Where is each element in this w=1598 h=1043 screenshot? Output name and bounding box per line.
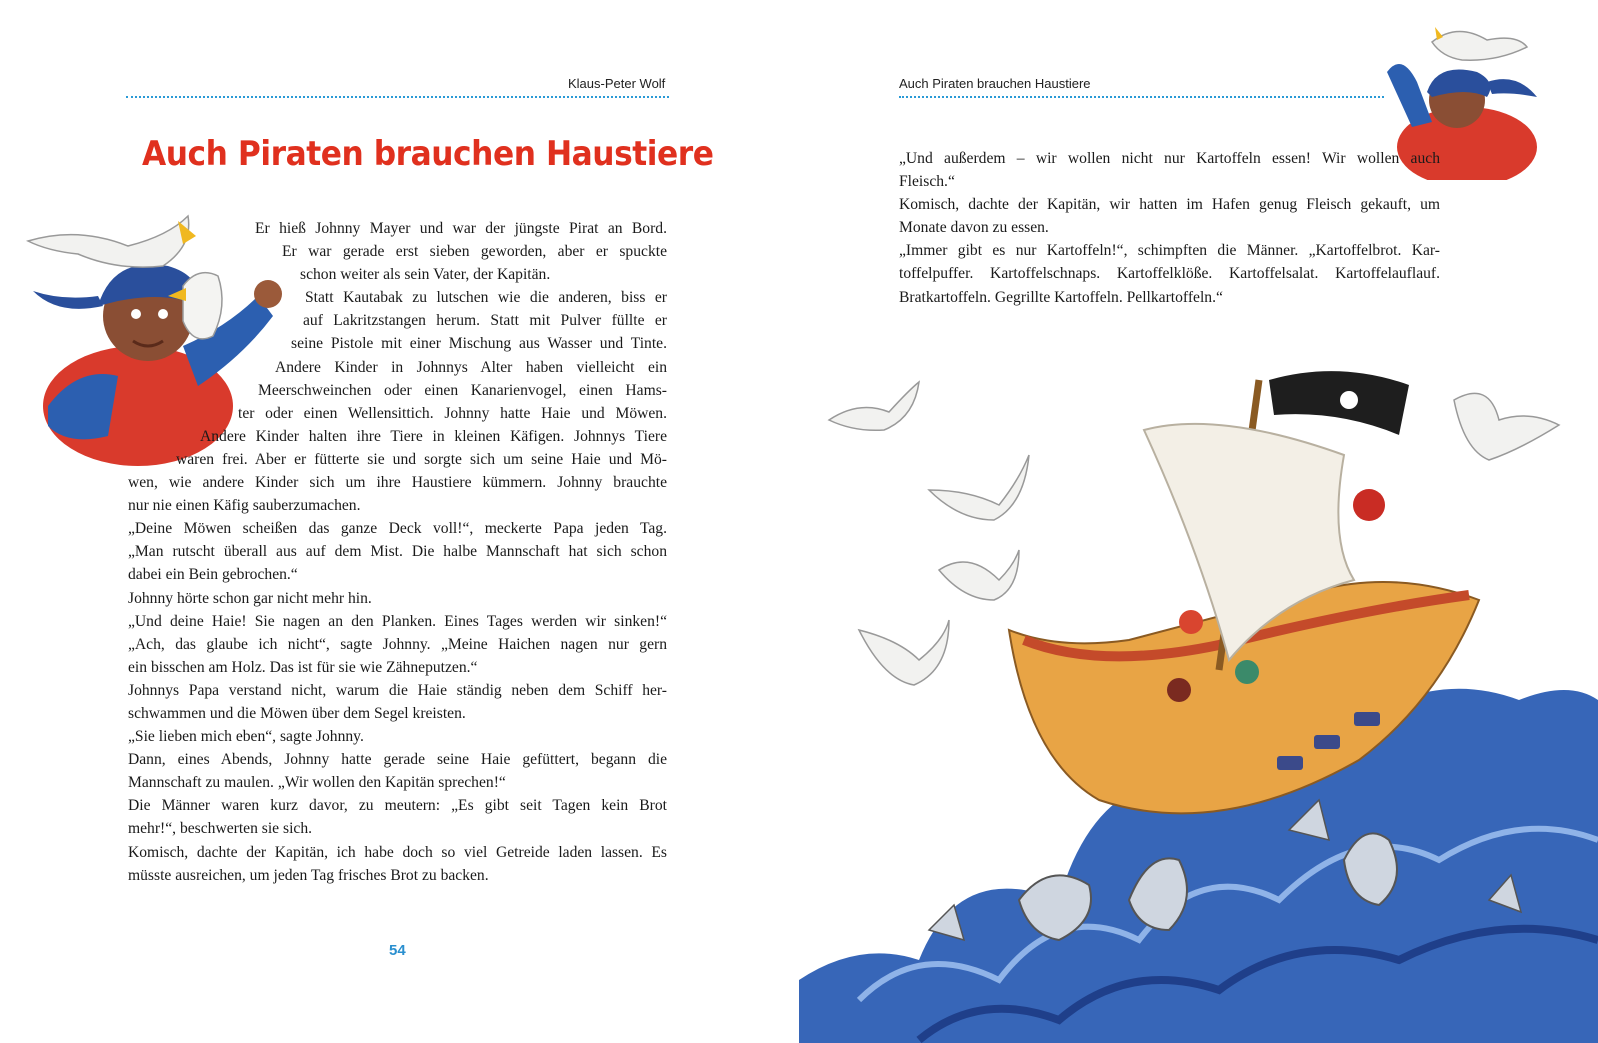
- pirate-arm: [1387, 64, 1432, 127]
- text-line: schwammen und die Möwen über dem Segel kreisten.: [128, 704, 466, 722]
- right-page: [799, 0, 1598, 1043]
- text-line: dabei ein Bein gebrochen.“: [128, 566, 298, 584]
- text-line: Johnny hörte schon gar nicht mehr hin.: [128, 589, 372, 607]
- text-line: wen, wie andere Kinder sich um ihre Haustiere kümmern. Johnny brauchte: [128, 474, 667, 492]
- running-head-author: Klaus-Peter Wolf: [568, 76, 666, 91]
- text-line: Fleisch.“: [899, 173, 955, 191]
- text-line: „Immer gibt es nur Kartoffeln!“, schimpften die Männer. „Kartoffelbrot. Kar-: [899, 242, 1440, 260]
- text-line: Meerschweinchen oder einen Kanarienvogel, einen Hams-: [258, 381, 667, 399]
- pirate-ship-illustration: [799, 340, 1598, 1043]
- text-line: Die Männer waren kurz davor, zu meutern: „Es gibt seit Tagen kein Brot: [128, 797, 667, 815]
- text-line: Monate davon zu essen.: [899, 219, 1049, 237]
- text-line: seine Pistole mit einer Mischung aus Wasser und Tinte.: [291, 335, 667, 353]
- porthole: [1277, 756, 1303, 770]
- text-line: „Ach, das glaube ich nicht“, sagte Johnny. „Meine Haichen nagen nur gern: [128, 635, 667, 653]
- seagull: [929, 455, 1029, 520]
- porthole: [1354, 712, 1380, 726]
- text-line: Statt Kautabak zu lutschen wie die anderen, biss er: [305, 289, 667, 307]
- seagull: [829, 382, 919, 430]
- text-line: müsste ausreichen, um jeden Tag frisches Brot zu backen.: [128, 866, 489, 884]
- crew-member: [1235, 660, 1259, 684]
- text-line: „Und deine Haie! Sie nagen an den Planken. Eines Tages werden wir sinken!“: [128, 612, 667, 630]
- text-line: Mannschaft zu maulen. „Wir wollen den Kapitän sprechen!“: [128, 774, 506, 792]
- header-rule: [126, 96, 669, 98]
- text-line: Dann, eines Abends, Johnny hatte gerade seine Haie gefüttert, begann die: [128, 751, 667, 769]
- text-line: schon weiter als sein Vater, der Kapitän.: [300, 266, 551, 284]
- crew-member: [1167, 678, 1191, 702]
- chapter-title: Auch Piraten brauchen Haustiere: [142, 134, 714, 174]
- porthole: [1314, 735, 1340, 749]
- text-line: „Sie lieben mich eben“, sagte Johnny.: [128, 728, 364, 746]
- text-line: Er war gerade erst sieben geworden, aber er spuckte: [282, 243, 667, 261]
- text-line: „Deine Möwen scheißen das ganze Deck voll!“, meckerte Papa jeden Tag.: [128, 520, 667, 538]
- seagull: [939, 550, 1019, 600]
- bandana-tail: [1487, 79, 1537, 97]
- text-line: „Und außerdem – wir wollen nicht nur Kartoffeln essen! Wir wollen auch: [899, 150, 1440, 167]
- page-number: 54: [389, 942, 406, 959]
- text-line: Bratkartoffeln. Gegrillte Kartoffeln. Pellkartoffeln.“: [899, 288, 1223, 306]
- skull-icon: [1340, 391, 1358, 409]
- pirate-flag: [1269, 371, 1409, 435]
- text-line: ter oder einen Wellensittich. Johnny hatte Haie und Möwen.: [238, 404, 667, 422]
- seagull: [859, 620, 949, 685]
- seagull-on-head: [1432, 31, 1527, 60]
- text-line: Andere Kinder in Johnnys Alter haben vielleicht ein: [275, 358, 667, 376]
- text-line: auf Lakritzstangen herum. Statt mit Pulver füllte er: [303, 312, 667, 330]
- text-line: ein bisschen am Holz. Das ist für sie wie Zähneputzen.“: [128, 658, 478, 676]
- text-line: nur nie einen Käfig sauberzumachen.: [128, 497, 361, 515]
- text-line: Komisch, dachte der Kapitän, ich habe doch so viel Getreide laden lassen. Es: [128, 843, 667, 861]
- crew-member: [1179, 610, 1203, 634]
- running-head-title: Auch Piraten brauchen Haustiere: [899, 76, 1091, 91]
- text-line: Johnnys Papa verstand nicht, warum die Haie ständig neben dem Schiff her-: [128, 681, 667, 699]
- header-rule: [899, 96, 1384, 98]
- text-line: waren frei. Aber er fütterte sie und sorgte sich um seine Haie und Mö-: [176, 450, 667, 468]
- text-line: „Man rutscht überall aus auf dem Mist. Die halbe Mannschaft hat sich schon: [128, 543, 667, 561]
- left-body-text: [0, 217, 667, 887]
- right-body-text: [899, 147, 1440, 309]
- text-line: Komisch, dachte der Kapitän, wir hatten im Hafen genug Fleisch gekauft, um: [899, 196, 1440, 214]
- captain: [1353, 489, 1385, 521]
- text-line: Andere Kinder halten ihre Tiere in kleinen Käfigen. Johnnys Tiere: [200, 427, 667, 445]
- seagull: [1454, 393, 1559, 460]
- text-line: mehr!“, beschwerten sie sich.: [128, 820, 313, 838]
- text-line: Er hieß Johnny Mayer und war der jüngste Pirat an Bord.: [255, 220, 667, 237]
- text-line: toffelpuffer. Kartoffelschnaps. Kartoffelklöße. Kartoffelsalat. Kartoffelauflauf.: [899, 265, 1440, 283]
